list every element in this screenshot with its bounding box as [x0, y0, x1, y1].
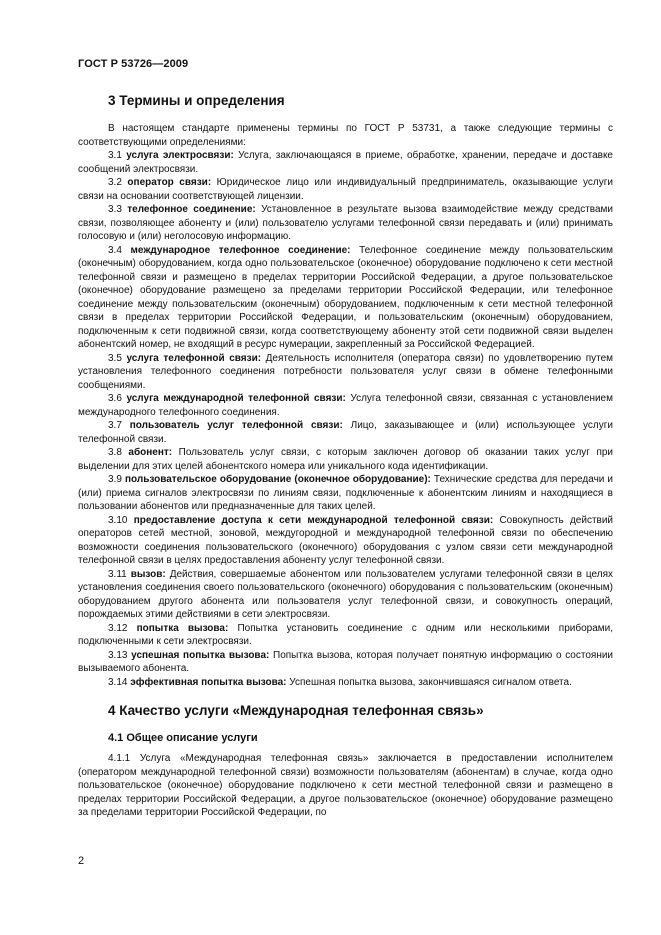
section-3-title: 3 Термины и определения: [108, 93, 285, 108]
term-number: 3.8: [108, 447, 122, 458]
term-name: оператор связи:: [127, 177, 212, 188]
term-text: Юридическое лицо или индивидуальный предприниматель, оказывающие услуги связи на основании соответствующей лицензии.: [78, 177, 613, 202]
term-definition: [78, 176, 613, 203]
term-name: успешная попытка вызова:: [131, 649, 270, 661]
term-text: Действия, совершаемые абонентом или пользователем услугами телефонной связи в целях установления соединения своего пользовательского (оконечного) оборудования с пользовательским (оконечным) оборудованием другого абонента или пользователя услуг телефонной связи, и совокупность операций, порождаемых этими действиями в сети электросвязи.: [78, 568, 613, 620]
term-text: Услуга, заключающаяся в приеме, обработке, хранении, передаче и доставке сообщений электросвязи.: [78, 150, 613, 175]
term-definition: [78, 419, 613, 446]
term-text: Установленное в результате вызова взаимодействие между средствами связи, позволяющее абоненту и (или) пользователю услугами телефонной связи передавать и (или) принимать голосовую и (или) неголосовую информацию.: [78, 204, 613, 242]
term-text: Услуга телефонной связи, связанная с установлением международного телефонного соединения.: [78, 393, 613, 418]
term-definition: [78, 649, 613, 676]
term-text: Пользователь услуг связи, с которым заключен договор об оказании таких услуг при выделении для этих целей абонентского номера или уникального кода идентификации.: [78, 447, 614, 472]
term-number: 3.10: [108, 514, 128, 526]
term-definition: [78, 149, 613, 176]
term-name: пользователь услуг телефонной связи:: [129, 420, 343, 431]
term-text: Успешная попытка вызова, закончившаяся сигналом ответа.: [289, 676, 572, 688]
section-4-title: 4 Качество услуги «Международная телефонная связь»: [108, 703, 484, 718]
section-3-intro: В настоящем стандарте применены термины по ГОСТ Р 53731, а также следующие термины с соответствующими определениями:: [78, 123, 613, 148]
term-text: Попытка установить соединение с одним или несколькими приборами, подключенными к сети электросвязи.: [78, 622, 613, 647]
term-text: Лицо, заказывающее и (или) использующее услуги телефонной связи.: [78, 420, 613, 445]
terms-list: [78, 149, 613, 689]
term-number: 3.4: [108, 244, 122, 256]
term-definition: [78, 446, 613, 473]
term-text: Телефонное соединение между пользовательским (оконечным) оборудованием, когда одно пользовательское (оконечное) оборудование подключено к сети местной телефонной связи и размещено в пределах территории Российской Федерации, а другое пользовательское (оконечное) оборудование размещено за пределами территории Российской Федерации, или телефонное соединение между пользовательским (оконечным) оборудованием, подключенным к сети местной телефонной связи в пределах территории Российской Федерации, и пользовательским (оконечным) оборудованием, подключенным к сети подвижной связи, когда соответствующему абоненту этой сети подвижной связи выделен абонентский номер, не входящий в ресурс нумерации, закрепленный за Российской Федерацией.: [78, 244, 613, 350]
subsection-4-1-title: 4.1 Общее описание услуги: [108, 732, 258, 744]
term-name: международное телефонное соединение:: [130, 244, 351, 256]
term-text: Деятельность исполнителя (оператора связи) по удовлетворению путем установления телефонного соединения потребности пользователя услуг связи в обмене телефонными сообщениями.: [78, 352, 614, 391]
term-definition: [78, 203, 613, 244]
term-number: 3.6: [108, 393, 122, 404]
term-number: 3.13: [108, 649, 128, 661]
term-name: предоставление доступа к сети международной телефонной связи:: [133, 514, 494, 526]
term-text: Попытка вызова, которая получает понятную информацию о состоянии вызываемого абонента.: [78, 649, 614, 674]
term-definition: [78, 676, 613, 690]
term-definition: [78, 622, 613, 649]
term-number: 3.1: [108, 150, 122, 161]
term-number: 3.5: [108, 352, 122, 364]
page-number: 2: [78, 855, 85, 867]
term-name: вызов:: [130, 568, 166, 580]
term-number: 3.12: [108, 622, 128, 634]
term-definition: [78, 514, 613, 568]
term-name: телефонное соединение:: [127, 204, 256, 215]
term-number: 3.14: [108, 676, 128, 688]
term-definition: [78, 392, 613, 419]
page-content: [78, 93, 613, 820]
term-number: 3.2: [108, 177, 122, 188]
document-header: ГОСТ Р 53726—2009: [78, 58, 189, 70]
term-number: 3.7: [108, 420, 122, 431]
term-name: абонент:: [128, 447, 173, 458]
term-name: услуга телефонной связи:: [126, 352, 262, 364]
term-definition: [78, 352, 613, 393]
term-number: 3.9: [108, 474, 122, 485]
term-name: попытка вызова:: [136, 622, 229, 634]
term-number: 3.11: [108, 568, 127, 580]
term-number: 3.3: [108, 204, 122, 215]
paragraph-4-1-1: 4.1.1 Услуга «Международная телефонная связь» заключается в предоставлении исполнителем (оператором международной телефонной связи) возможности пользователям (абонентам) в случае, когда одно пользовательское (оконечное) оборудование подключено к сети местной телефонной связи и размещено в пределах территории Российской Федерации, а другое пользовательское (оконечное) оборудование размещено за пределами территории Российской Федерации, по: [78, 753, 613, 818]
term-definition: [78, 244, 613, 352]
term-name: пользовательское оборудование (оконечное оборудование):: [124, 474, 431, 485]
term-definition: [78, 568, 613, 622]
term-text: Совокупность действий операторов сетей местной, зоновой, междугородной и международной телефонной связи по обеспечению возможности соединения пользовательского (оконечного) оборудования с узлом связи сети международной телефонной связи в целях предоставления абоненту услуг телефонной связи.: [78, 514, 614, 566]
term-text: Технические средства для передачи и (или) приема сигналов электросвязи по линиям связи, подключенные к абонентским линиям и находящиеся в пользовании абонентов или предназначенные для таких целей.: [78, 474, 614, 512]
term-definition: [78, 473, 613, 514]
term-name: эффективная попытка вызова:: [130, 676, 287, 688]
term-name: услуга международной телефонной связи:: [126, 393, 346, 404]
term-name: услуга электросвязи:: [126, 150, 234, 161]
